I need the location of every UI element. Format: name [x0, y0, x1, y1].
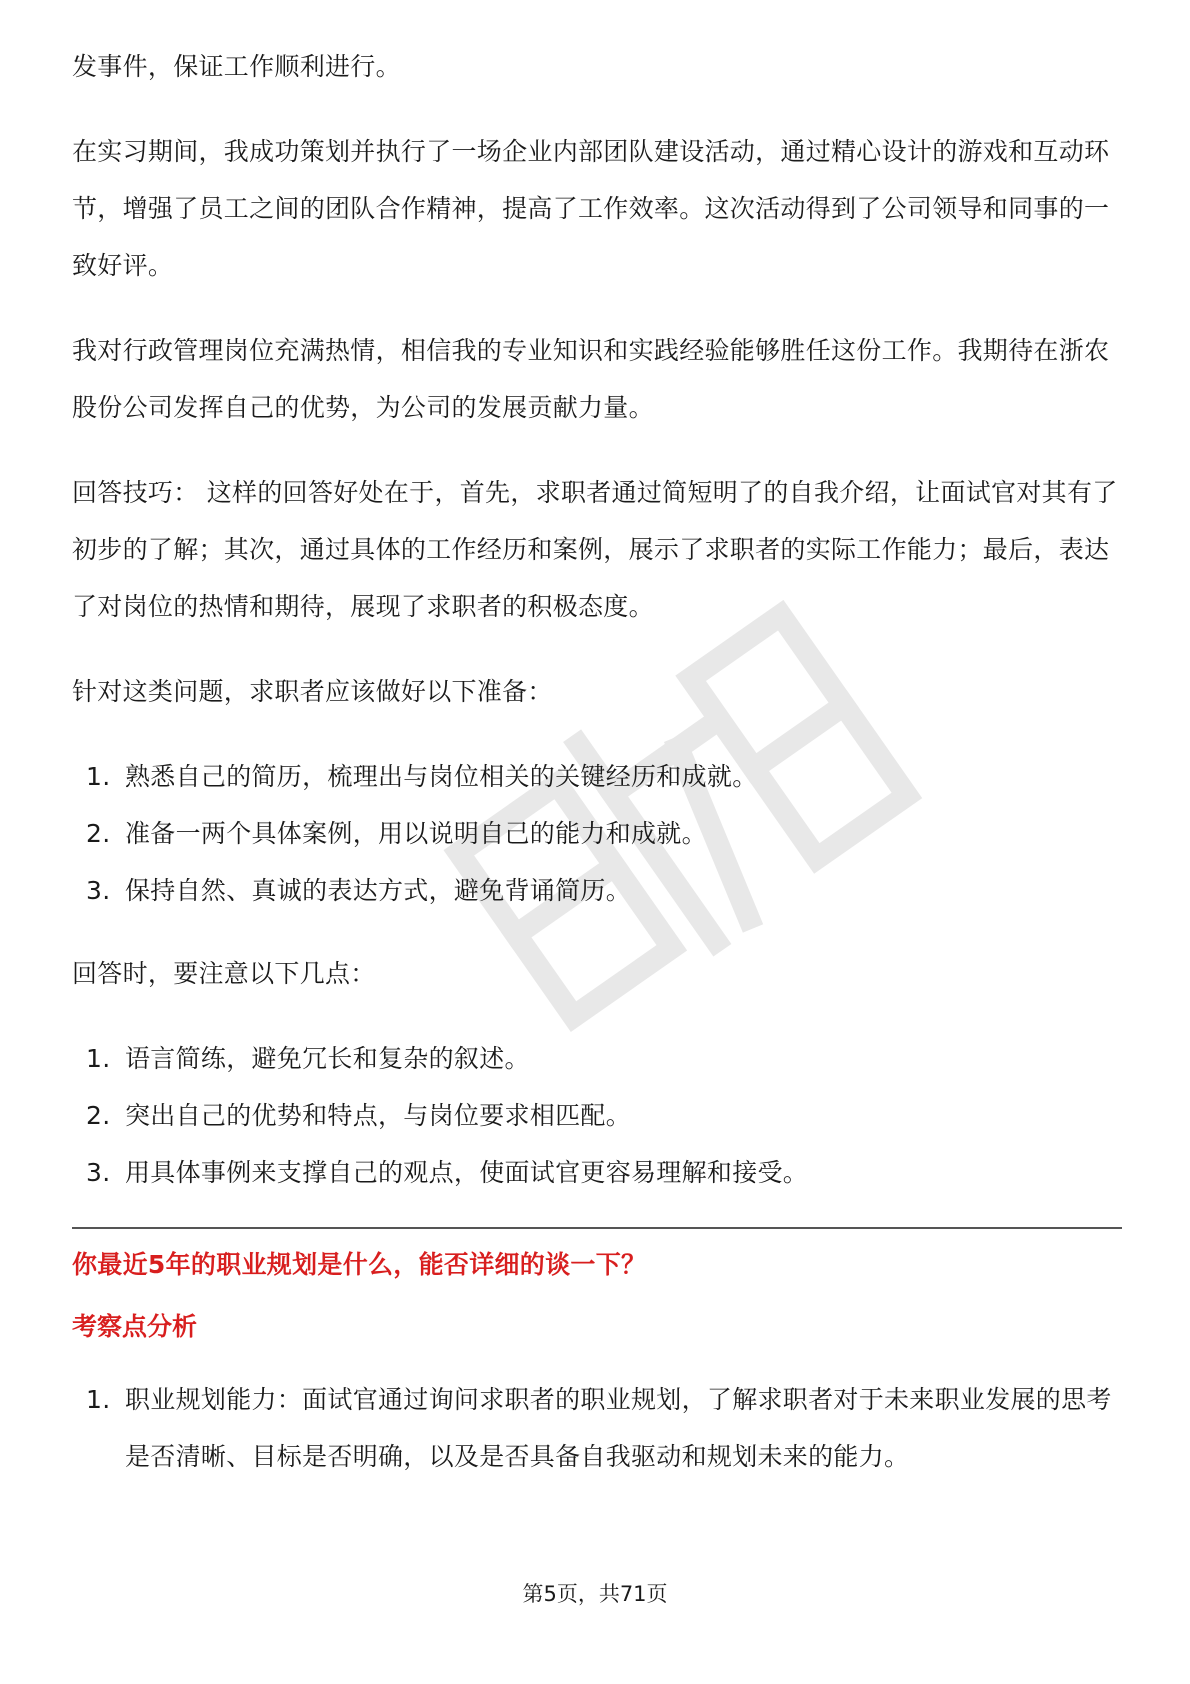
paragraph: 针对这类问题，求职者应该做好以下准备：: [72, 677, 553, 706]
list-item-text: 熟悉自己的简历，梳理出与岗位相关的关键经历和成就。: [125, 762, 758, 791]
list-item: [72, 748, 1122, 805]
list-item-text: 职业规划能力：面试官通过询问求职者的职业规划，了解求职者对于未来职业发展的思考是否清晰、目标是否明确，以及是否具备自我驱动和规划未来的能力。: [125, 1385, 1112, 1471]
list-item: [72, 862, 1122, 919]
list-item-text: 用具体事例来支撑自己的观点，使面试官更容易理解和接受。: [125, 1158, 809, 1187]
list-item: [72, 1030, 1122, 1087]
question-heading: 你最近5年的职业规划是什么，能否详细的谈一下？: [72, 1250, 647, 1279]
paragraph: 我对行政管理岗位充满热情，相信我的专业知识和实践经验能够胜任这份工作。我期待在浙农股份公司发挥自己的优势，为公司的发展贡献力量。: [72, 336, 1110, 422]
list-number: 3.: [86, 1158, 111, 1187]
list-number: 1.: [86, 1385, 111, 1414]
analysis-heading: 考察点分析: [72, 1312, 198, 1341]
list-number: 2.: [86, 819, 111, 848]
list-number: 3.: [86, 876, 111, 905]
paragraph: 发事件，保证工作顺利进行。: [72, 52, 401, 81]
paragraph: 回答时，要注意以下几点：: [72, 959, 376, 988]
list-item-text: 突出自己的优势和特点，与岗位要求相匹配。: [125, 1101, 632, 1130]
page-footer: 第5页，共71页: [522, 1582, 668, 1606]
notes-list: [72, 1030, 1122, 1201]
preparation-list: [72, 748, 1122, 919]
list-item: [72, 1371, 1122, 1485]
list-item: [72, 805, 1122, 862]
list-item-text: 准备一两个具体案例，用以说明自己的能力和成就。: [125, 819, 707, 848]
list-number: 2.: [86, 1101, 111, 1130]
document-body: [72, 38, 1122, 1511]
section-divider: [72, 1227, 1122, 1229]
list-item-text: 保持自然、真诚的表达方式，避免背诵简历。: [125, 876, 632, 905]
list-number: 1.: [86, 762, 111, 791]
list-item-text: 语言简练，避免冗长和复杂的叙述。: [125, 1044, 530, 1073]
paragraph: 回答技巧： 这样的回答好处在于，首先，求职者通过简短明了的自我介绍，让面试官对其有了初步的了解；其次，通过具体的工作经历和案例，展示了求职者的实际工作能力；最后，表达了对岗位的热情和期待，展现了求职者的积极态度。: [72, 478, 1118, 621]
list-item: [72, 1144, 1122, 1201]
list-number: 1.: [86, 1044, 111, 1073]
analysis-list: [72, 1371, 1122, 1485]
list-item: [72, 1087, 1122, 1144]
paragraph: 在实习期间，我成功策划并执行了一场企业内部团队建设活动，通过精心设计的游戏和互动环节，增强了员工之间的团队合作精神，提高了工作效率。这次活动得到了公司领导和同事的一致好评。: [72, 137, 1110, 280]
